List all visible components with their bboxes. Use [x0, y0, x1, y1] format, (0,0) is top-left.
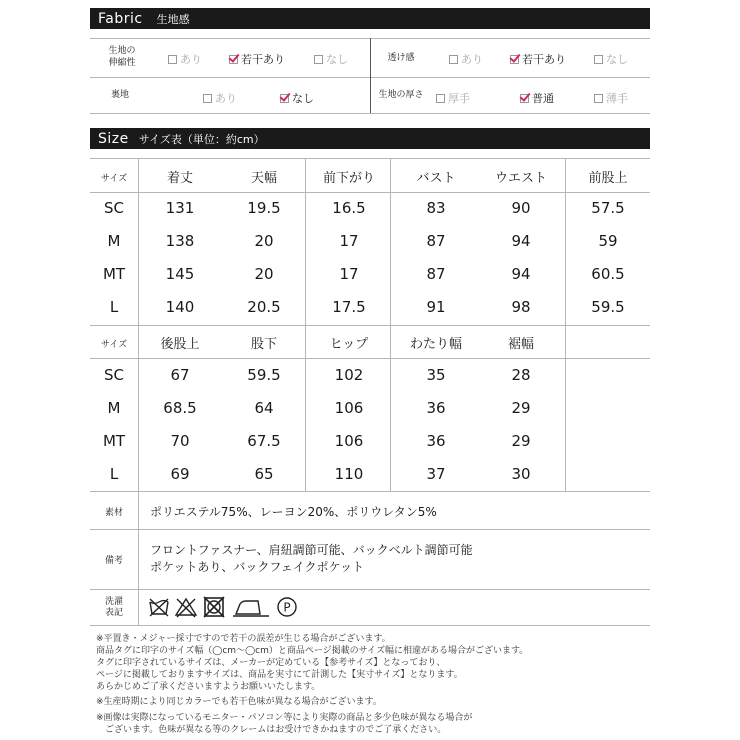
- value-cell: 36: [426, 432, 446, 450]
- no-bleach-icon: [174, 596, 198, 618]
- value-cell: 20.5: [247, 298, 281, 316]
- value-cell: 87: [426, 232, 446, 250]
- checkbox-icon: [594, 55, 603, 64]
- value-cell: 35: [426, 366, 446, 384]
- value-cell: 138: [165, 232, 195, 250]
- checkbox-icon: [594, 94, 603, 103]
- value-cell: 19.5: [247, 199, 281, 217]
- value-cell: 16.5: [332, 199, 366, 217]
- value-cell: 106: [334, 399, 364, 417]
- value-cell: 67.5: [247, 432, 281, 450]
- value-cell: 17.5: [332, 298, 366, 316]
- checkbox-icon: [314, 55, 323, 64]
- note-line: タグに印字されているサイズは、メーカーが定めている【参考サイズ】となっており、: [96, 658, 446, 668]
- value-cell: 87: [426, 265, 446, 283]
- value-cell: 29: [511, 399, 531, 417]
- value-cell: 59.5: [591, 298, 625, 316]
- size-column-label: サイズ: [100, 174, 128, 184]
- checkbox-icon: [436, 94, 445, 103]
- note-line: あらかじめご了承くださいますようお願いいたします。: [96, 682, 321, 692]
- thickness-option-thick: 厚手: [436, 90, 470, 106]
- header-top-width: 天幅: [250, 171, 277, 186]
- no-wash-icon: [148, 596, 170, 618]
- value-cell: 102: [334, 366, 364, 384]
- value-cell: 59: [598, 232, 618, 250]
- size-subtitle: サイズ表（単位：約cm）: [138, 132, 265, 146]
- size-cell: L: [109, 465, 119, 483]
- dry-clean-p-icon: [276, 596, 298, 618]
- thickness-label: 生地の厚さ: [378, 90, 424, 100]
- remarks-line-1: フロントファスナー、肩紐調節可能、バックベルト調節可能: [150, 543, 473, 557]
- fabric-header-bar: [90, 8, 650, 29]
- value-cell: 94: [511, 232, 531, 250]
- size-cell: MT: [102, 432, 126, 450]
- size-header-bar: [90, 128, 650, 149]
- note-line: ※生産時期により同じカラーでも若干色味が異なる場合がございます。: [96, 697, 382, 707]
- value-cell: 110: [334, 465, 364, 483]
- checked-box-icon: [229, 55, 238, 64]
- lining-option-yes: あり: [203, 90, 237, 106]
- note-line: ※平置き・メジャー採寸ですので若干の誤差が生じる場合がございます。: [96, 634, 391, 644]
- size-cell: L: [109, 298, 119, 316]
- value-cell: 57.5: [591, 199, 625, 217]
- checkbox-icon: [168, 55, 177, 64]
- remarks-label: 備考: [104, 556, 123, 566]
- size-cell: M: [107, 232, 121, 250]
- value-cell: 29: [511, 432, 531, 450]
- wash-label: 洗濯 表記: [104, 597, 123, 618]
- lining-label: 裏地: [110, 90, 129, 100]
- value-cell: 37: [426, 465, 446, 483]
- thickness-option-normal: 普通: [520, 90, 554, 106]
- value-cell: 30: [511, 465, 531, 483]
- size-cell: M: [107, 399, 121, 417]
- value-cell: 28: [511, 366, 531, 384]
- stretch-label: 生地の 伸縮性: [108, 46, 136, 68]
- checkbox-icon: [203, 94, 212, 103]
- header-front-rise: 前股上: [588, 171, 628, 186]
- sheer-option-none: なし: [594, 51, 628, 67]
- stretch-option-none: なし: [314, 51, 348, 67]
- sheer-option-yes: あり: [449, 51, 483, 67]
- header-hip: ヒップ: [329, 337, 369, 352]
- value-cell: 65: [254, 465, 274, 483]
- size-column-label: サイズ: [100, 340, 128, 350]
- no-tumble-dry-icon: [202, 596, 226, 618]
- material-label: 素材: [104, 508, 123, 518]
- value-cell: 20: [254, 265, 274, 283]
- value-cell: 36: [426, 399, 446, 417]
- value-cell: 70: [170, 432, 190, 450]
- fabric-title: Fabric: [98, 10, 143, 27]
- value-cell: 140: [165, 298, 195, 316]
- checked-box-icon: [520, 94, 529, 103]
- value-cell: 145: [165, 265, 195, 283]
- note-line: 商品タグに印字のサイズ幅（◯cm〜◯cm）と商品ページ掲載のサイズ幅に相違がある場合がございます。: [96, 646, 529, 656]
- header-front-drop: 前下がり: [322, 171, 375, 186]
- value-cell: 67: [170, 366, 190, 384]
- sheer-label: 透け感: [387, 53, 415, 63]
- thickness-option-thin: 薄手: [594, 90, 628, 106]
- remarks-line-2: ポケットあり、バックフェイクポケット: [150, 560, 364, 574]
- value-cell: 94: [511, 265, 531, 283]
- fabric-subtitle: 生地感: [156, 12, 190, 26]
- lining-option-none: なし: [280, 90, 314, 106]
- svg-text:P: P: [283, 600, 291, 615]
- value-cell: 20: [254, 232, 274, 250]
- value-cell: 17: [339, 265, 359, 283]
- note-line: ページに掲載しておりますサイズは、商品を実寸にて計測した【実寸サイズ】となります。: [96, 670, 463, 680]
- checked-box-icon: [510, 55, 519, 64]
- value-cell: 69: [170, 465, 190, 483]
- value-cell: 90: [511, 199, 531, 217]
- size-cell: SC: [104, 199, 124, 217]
- value-cell: 83: [426, 199, 446, 217]
- value-cell: 17: [339, 232, 359, 250]
- header-inseam: 股下: [250, 337, 277, 352]
- header-back-rise: 後股上: [160, 337, 200, 352]
- value-cell: 106: [334, 432, 364, 450]
- sheer-option-slight: 若干あり: [510, 51, 566, 67]
- header-hem: 裾幅: [507, 337, 534, 352]
- value-cell: 60.5: [591, 265, 625, 283]
- header-waist: ウエスト: [494, 171, 547, 186]
- value-cell: 68.5: [163, 399, 197, 417]
- value-cell: 91: [426, 298, 446, 316]
- value-cell: 64: [254, 399, 274, 417]
- header-bust: バスト: [416, 171, 456, 186]
- value-cell: 98: [511, 298, 531, 316]
- size-cell: SC: [104, 366, 124, 384]
- value-cell: 131: [165, 199, 195, 217]
- checked-box-icon: [280, 94, 289, 103]
- checkbox-icon: [449, 55, 458, 64]
- material-text: ポリエステル75%、レーヨン20%、ポリウレタン5%: [150, 505, 437, 519]
- low-iron-icon: [232, 596, 270, 618]
- size-cell: MT: [102, 265, 126, 283]
- stretch-option-yes: あり: [168, 51, 202, 67]
- note-line: ※画像は実際になっているモニター・パソコン等により実際の商品と多少色味が異なる場合が: [96, 713, 473, 723]
- note-line: ございます。色味が異なる等のクレームはお受けできかねますのでご了承ください。: [96, 725, 447, 735]
- value-cell: 59.5: [247, 366, 281, 384]
- header-length: 着丈: [166, 171, 193, 186]
- header-thigh: わたり幅: [409, 337, 462, 352]
- size-title: Size: [98, 130, 129, 147]
- stretch-option-slight: 若干あり: [229, 51, 285, 67]
